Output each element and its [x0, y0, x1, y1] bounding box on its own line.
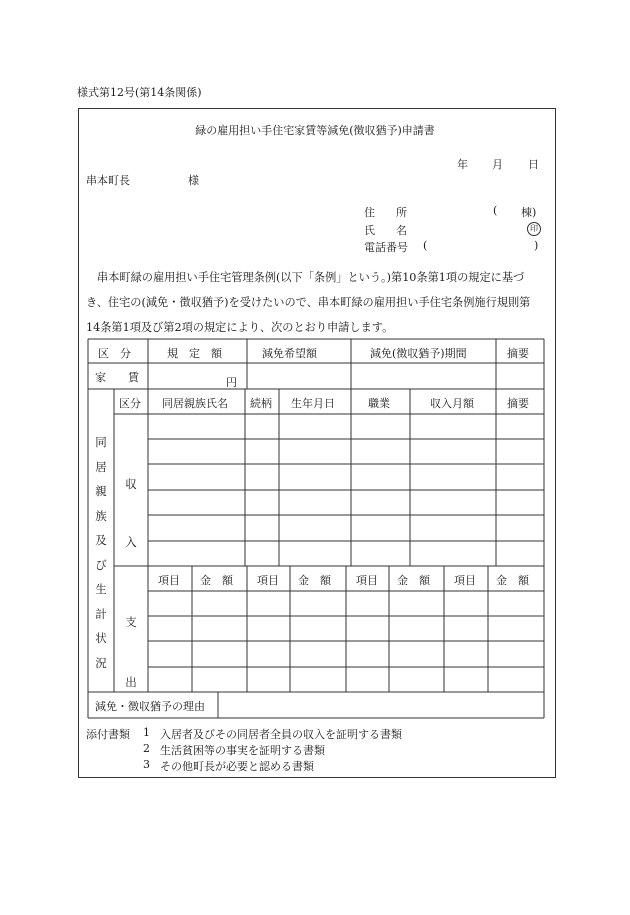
address-label-1: 住: [364, 206, 375, 219]
income-label: [124, 455, 138, 571]
header-requested-reduction: 減免希望額: [262, 347, 317, 360]
family-status-label: [94, 430, 108, 675]
income-header-occupation: 職業: [368, 397, 390, 410]
date-day-label: 日: [528, 158, 539, 171]
address-label-2: 所: [396, 206, 407, 219]
name-label-2: 名: [396, 224, 407, 237]
paragraph-line-2: き、住宅の(減免・徴収猶予)を受けたいので、串本町緑の雇用担い手住宅条例施行規則第: [86, 296, 531, 309]
family-label-char: 状: [95, 631, 107, 645]
reason-label: 減免・徴収猶予の理由: [95, 700, 205, 713]
family-label-char: び: [95, 557, 107, 572]
income-header-notes: 摘要: [507, 397, 529, 410]
family-label-char: 親: [95, 484, 107, 498]
attachment-num: 3: [143, 758, 150, 771]
phone-open-paren: (: [423, 239, 428, 252]
income-header-category: 区分: [119, 397, 141, 410]
attachment-num: 2: [143, 742, 150, 755]
family-label-char: 生: [95, 582, 107, 596]
expense-header-amount-3: 金 額: [397, 574, 430, 587]
attachment-text: 生活貧困等の事実を証明する書類: [160, 744, 325, 757]
expense-label-char: 出: [125, 675, 137, 689]
addressee-honorific: 様: [188, 174, 199, 187]
building-label: 棟): [521, 206, 537, 219]
phone-label: 電話番号: [364, 241, 408, 254]
income-header-birthdate: 生年月日: [291, 397, 335, 410]
income-header-relation: 続柄: [250, 397, 272, 410]
application-paragraph: [86, 265, 546, 340]
expense-header-item-3: 項目: [356, 574, 378, 587]
expense-header-amount-1: 金 額: [200, 574, 233, 587]
seal-mark: 印: [527, 222, 541, 236]
document-title: 緑の雇用担い手住宅家賃等減免(徴収猶予)申請書: [195, 124, 435, 137]
expense-label-char: 支: [125, 615, 137, 629]
header-notes: 摘要: [507, 347, 529, 360]
expense-header-item-2: 項目: [257, 574, 279, 587]
rent-label: 家 賃: [95, 371, 139, 384]
income-label-char: 収: [125, 477, 137, 491]
family-label-char: 計: [95, 606, 107, 621]
paragraph-line-1: 串本町緑の雇用担い手住宅管理条例(以下「条例」という。)第10条第1項の規定に基づ: [97, 271, 525, 284]
attachment-text: 入居者及びその同居者全員の収入を証明する書類: [160, 728, 402, 741]
family-label-char: 同: [95, 435, 107, 449]
family-label-char: 族: [95, 508, 107, 523]
expense-label: [124, 592, 138, 712]
form-frame: [78, 108, 556, 778]
income-header-monthly: 収入月額: [430, 397, 474, 410]
header-standard-amount: 規 定 額: [167, 347, 222, 360]
income-label-char: 入: [125, 535, 137, 549]
rent-unit: 円: [226, 376, 237, 389]
attachment-text: その他町長が必要と認める書類: [160, 760, 314, 773]
header-period: 減免(徴収猶予)期間: [370, 347, 467, 360]
building-open-paren: (: [493, 204, 498, 217]
date-month-label: 月: [492, 158, 503, 171]
name-label-1: 氏: [364, 224, 375, 237]
date-year-label: 年: [457, 158, 468, 171]
expense-header-amount-2: 金 額: [298, 574, 331, 587]
family-label-char: 居: [95, 459, 107, 474]
header-category: 区 分: [98, 347, 131, 360]
income-header-name: 同居親族氏名: [162, 397, 228, 410]
attachments-label: 添付書類: [86, 728, 130, 741]
phone-close-paren: ): [534, 239, 539, 252]
addressee-name: 串本町長: [86, 174, 130, 187]
expense-header-item-1: 項目: [158, 574, 180, 587]
family-label-char: 及: [95, 533, 107, 547]
attachment-num: 1: [143, 726, 150, 739]
expense-header-item-4: 項目: [454, 574, 476, 587]
seal-icon: [527, 221, 541, 236]
form-number-label: 様式第12号(第14条関係): [77, 86, 202, 99]
expense-header-amount-4: 金 額: [496, 574, 529, 587]
family-label-char: 況: [95, 655, 107, 670]
paragraph-line-3: 14条第1項及び第2項の規定により、次のとおり申請します。: [86, 321, 394, 334]
